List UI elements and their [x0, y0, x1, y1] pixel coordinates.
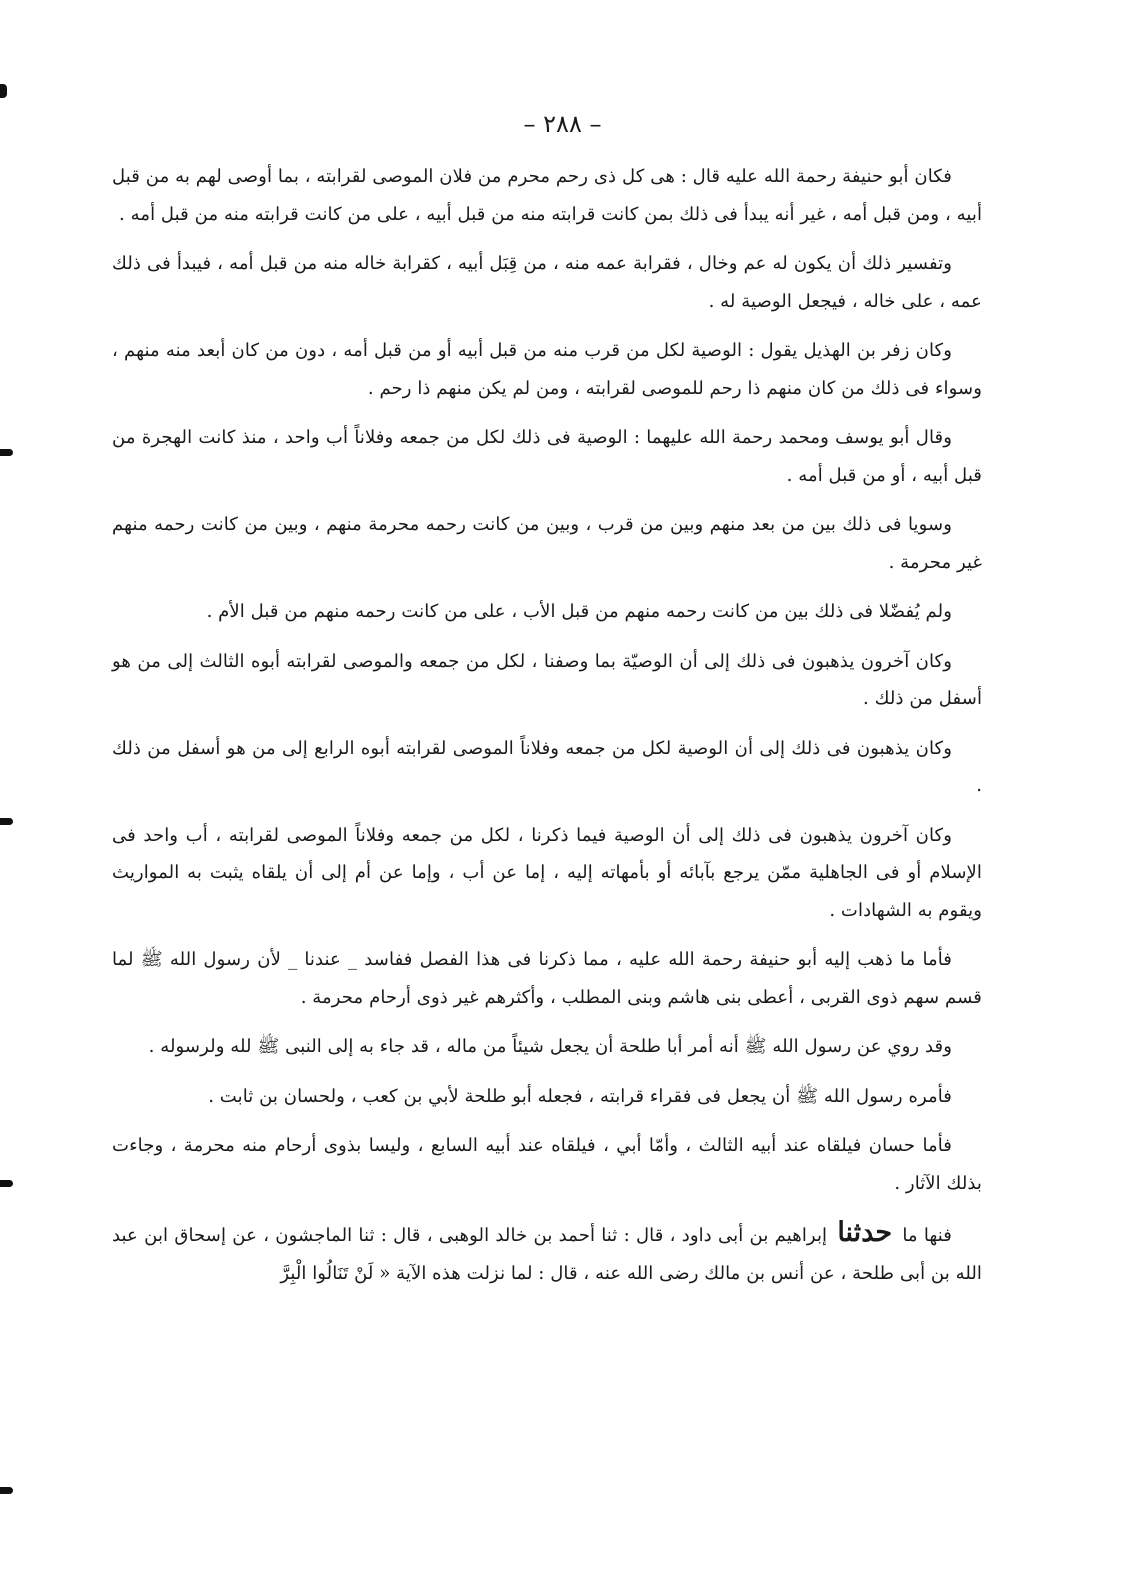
paragraph: فكان أبو حنيفة رحمة الله عليه قال : هى كل ذى رحم محرم من فلان الموصى لقرابته ، بما أوصى لهم به من قبل أبيه ، ومن قبل أمه ، غير أنه يبدأ فى ذلك بمن كانت قرابته منه من قبل أبيه ، على من كانت قرابته منه من قبل أمه .	[112, 166, 982, 225]
binding-mark	[0, 84, 7, 98]
binding-mark	[0, 1487, 13, 1494]
paragraph-text: إبراهيم بن أبى داود ، قال : ثنا أحمد بن خالد الوهبى ، قال : ثنا الماجشون ، عن إسحاق ابن عبد الله بن أبى طلحة ، عن أنس بن مالك رضى الله عنه ، قال : لما نزلت هذه الآية « لَنْ تَنَالُوا الْبِرَّ	[112, 1225, 982, 1284]
paragraph: وقال أبو يوسف ومحمد رحمة الله عليهما : الوصية فى ذلك لكل من جمعه وفلاناً أب واحد ، منذ كانت الهجرة من قبل أبيه ، أو من قبل أمه .	[112, 427, 982, 486]
paragraph-lead: فنها ما	[902, 1225, 952, 1246]
page-number: – ٢٨٨ –	[523, 110, 602, 138]
paragraph: وكان آخرون يذهبون فى ذلك إلى أن الوصية فيما ذكرنا ، لكل من جمعه وفلاناً الموصى لقرابته ، أب واحد فى الإسلام أو فى الجاهلية ممّن يرجع بآبائه أو بأمهاته إليه ، إما عن أب ، وإما عن أم إلى أن يلقاه يثبت به المواريث ويقوم به الشهادات .	[112, 824, 982, 921]
paragraph: وكان آخرون يذهبون فى ذلك إلى أن الوصيّة بما وصفنا ، لكل من جمعه والموصى لقرابته أبوه الثالث إلى من هو أسفل من ذلك .	[112, 650, 982, 709]
paragraph: فأمره رسول الله ﷺ أن يجعل فى فقراء قرابته ، فجعله أبو طلحة لأبي بن كعب ، ولحسان بن ثابت .	[208, 1085, 952, 1107]
text-body	[112, 158, 982, 1304]
paragraph: وكان يذهبون فى ذلك إلى أن الوصية لكل من جمعه وفلاناً الموصى لقرابته أبوه الرابع إلى من هو أسفل من ذلك .	[112, 737, 982, 796]
hadith-paragraph	[112, 1214, 982, 1292]
paragraph: ولم يُفضّلا فى ذلك بين من كانت رحمه منهم من قبل الأب ، على من كانت رحمه منهم من قبل الأم .	[206, 601, 952, 622]
haddathana-keyword: حدثنا	[837, 1217, 893, 1248]
paragraph: وتفسير ذلك أن يكون له عم وخال ، فقرابة عمه منه ، من قِبَل أبيه ، كقرابة خاله منه من قبل أمه ، فيبدأ فى ذلك عمه ، على خاله ، فيجعل الوصية له .	[112, 253, 982, 312]
paragraph: فأما ما ذهب إليه أبو حنيفة رحمة الله عليه ، مما ذكرنا فى هذا الفصل ففاسد _ عندنا _ لأن رسول الله ﷺ لما قسم سهم ذوى القربى ، أعطى بنى هاشم وبنى المطلب ، وأكثرهم غير ذوى أرحام محرمة .	[112, 949, 982, 1008]
binding-mark	[0, 818, 13, 825]
binding-mark	[0, 1180, 13, 1187]
paragraph: فأما حسان فيلقاه عند أبيه الثالث ، وأمّا أبي ، فيلقاه عند أبيه السابع ، وليسا بذوى أرحام منه محرمة ، وجاءت بذلك الآثار .	[112, 1135, 982, 1194]
paragraph: وكان زفر بن الهذيل يقول : الوصية لكل من قرب منه من قبل أبيه أو من قبل أمه ، دون من كان أبعد منه منهم ، وسواء فى ذلك من كان منهم ذا رحم للموصى لقرابته ، ومن لم يكن منهم ذا رحم .	[112, 340, 982, 399]
paragraph: وسويا فى ذلك بين من بعد منهم وبين من قرب ، وبين من كانت رحمه محرمة منهم ، وبين من كانت رحمه منهم غير محرمة .	[112, 514, 982, 573]
paragraph: وقد روي عن رسول الله ﷺ أنه أمر أبا طلحة أن يجعل شيئاً من ماله ، قد جاء به إلى النبى ﷺ لله ولرسوله .	[148, 1036, 952, 1057]
binding-mark	[0, 449, 13, 456]
